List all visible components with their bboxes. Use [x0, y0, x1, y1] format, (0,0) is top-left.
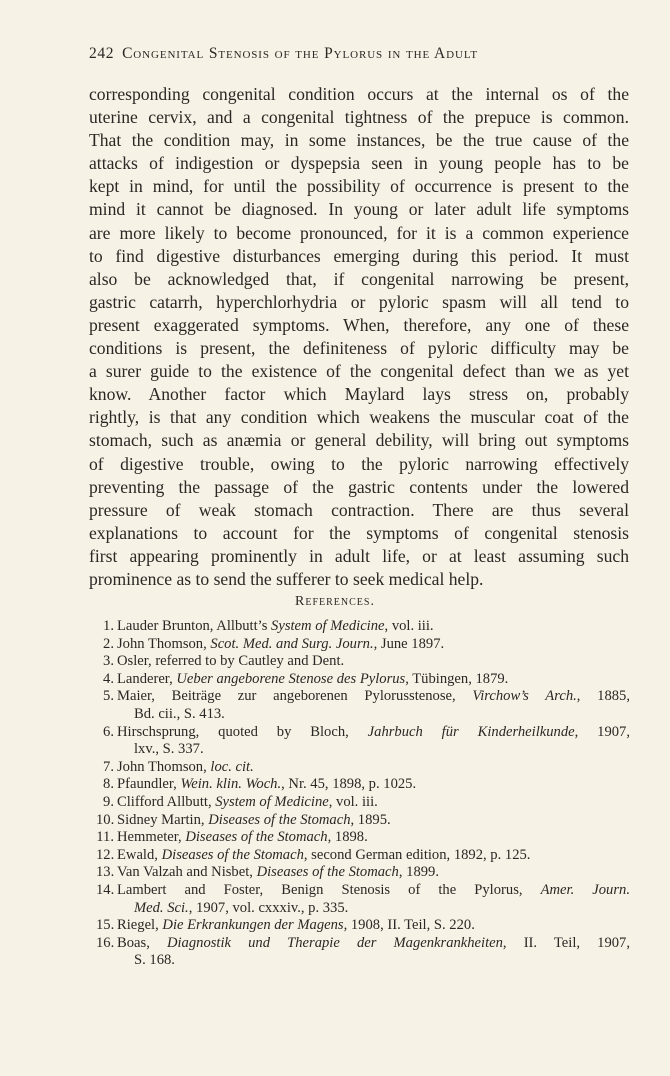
reference-text: , 1899.: [398, 864, 439, 881]
reference-item: [96, 636, 630, 654]
reference-number: 1.: [103, 618, 114, 634]
reference-line: [117, 706, 630, 724]
body-line: also be acknowledged that, if congenital narrowing be present,: [89, 268, 629, 289]
reference-number: 14.: [96, 881, 115, 898]
reference-item: [96, 671, 630, 689]
reference-title: Jahrbuch für Kinderheilkunde: [367, 723, 575, 740]
reference-text: Lauder Brunton, Allbutt’s: [117, 618, 272, 634]
reference-text: Riegel,: [117, 917, 163, 934]
running-title: Congenital Stenosis of the Pylorus in the Adult: [122, 45, 479, 62]
reference-text: , second German edition, 1892, p. 125.: [303, 846, 531, 863]
reference-number: 2.: [103, 635, 114, 652]
running-header: [89, 45, 629, 63]
reference-text: Osler, referred to by Cautley and Dent.: [117, 653, 345, 670]
reference-title: Ueber angeborene Stenose des Pylorus: [176, 670, 406, 687]
reference-line: [117, 653, 630, 671]
reference-text: , Tübingen, 1879.: [405, 670, 509, 687]
reference-title: System of Medicine: [215, 793, 329, 810]
body-line: stomach, such as anæmia or general debility, will bring out symptoms: [89, 430, 629, 451]
reference-line: [117, 759, 630, 777]
reference-title: Med. Sci.: [134, 899, 189, 916]
reference-title: Diagnostik und Therapie der Magenkrankheiten: [166, 934, 503, 951]
references-heading: References.: [295, 594, 375, 609]
reference-text: lxv., S. 337.: [134, 741, 204, 758]
reference-text: , 1895.: [350, 811, 391, 828]
reference-line: [117, 952, 630, 970]
reference-title: System of Medicine: [271, 618, 385, 634]
reference-line: [117, 882, 630, 900]
reference-line: [117, 829, 630, 847]
reference-text: Bd. cii., S. 413.: [134, 705, 225, 722]
reference-text: , 1907,: [574, 723, 630, 740]
reference-text: Hirschsprung, quoted by Bloch,: [117, 723, 368, 740]
body-line: conditions is present, the definiteness of pyloric difficulty may be: [89, 338, 629, 359]
page-number: 242: [89, 45, 115, 62]
reference-number: 10.: [96, 811, 115, 828]
reference-item: [96, 829, 630, 847]
body-line: present exaggerated symptoms. When, therefore, any one of these: [89, 314, 629, 335]
reference-item: [96, 794, 630, 812]
reference-text: Hemmeter,: [117, 829, 186, 846]
reference-line: [117, 741, 630, 759]
reference-line: [117, 812, 630, 830]
reference-text: , vol. iii.: [384, 618, 434, 634]
reference-text: , 1885,: [576, 688, 630, 705]
body-line: to find digestive disturbances emerging during this period. It must: [89, 245, 629, 266]
reference-text: , 1907, vol. cxxxiv., p. 335.: [188, 899, 349, 916]
reference-item: [96, 864, 630, 882]
reference-line: [117, 636, 630, 654]
reference-text: Pfaundler,: [117, 776, 181, 793]
body-line: first appearing prominently in adult life, or at least assuming such: [89, 545, 629, 566]
body-line: mind it cannot be diagnosed. In young or later adult life symptoms: [89, 199, 629, 220]
body-line: attacks of indigestion or dyspepsia seen in young people has to be: [89, 153, 629, 174]
reference-line: [117, 864, 630, 882]
reference-title: Diseases of the Stomach: [185, 829, 328, 846]
reference-text: S. 168.: [134, 952, 175, 969]
reference-title: Scot. Med. and Surg. Journ.: [210, 635, 374, 652]
reference-number: 12.: [96, 846, 115, 863]
reference-text: , 1908, II. Teil, S. 220.: [343, 917, 475, 934]
reference-number: 16.: [96, 934, 115, 951]
reference-text: Boas,: [117, 934, 167, 951]
reference-text: John Thomson,: [117, 635, 211, 652]
reference-text: , Nr. 45, 1898, p. 1025.: [281, 776, 417, 793]
reference-number: 3.: [103, 653, 114, 670]
reference-line: [117, 794, 630, 812]
reference-title: Die Erkrankungen der Magens: [162, 917, 344, 934]
reference-title: Amer. Journ.: [540, 881, 630, 898]
reference-number: 7.: [103, 758, 114, 775]
reference-text: Clifford Allbutt,: [117, 793, 216, 810]
reference-text: Landerer,: [117, 670, 177, 687]
body-line: are more likely to become pronounced, for it is a common experience: [89, 222, 629, 243]
reference-number: 15.: [96, 917, 115, 934]
reference-item: [96, 847, 630, 865]
reference-line: [117, 917, 630, 935]
body-line: preventing the passage of the gastric contents under the lowered: [89, 476, 629, 497]
reference-title: Virchow’s Arch.: [472, 688, 577, 705]
body-line: uterine cervix, and a congenital tightness of the prepuce is common.: [89, 107, 629, 128]
reference-line: [117, 935, 630, 953]
reference-text: John Thomson,: [117, 758, 211, 775]
reference-line: [117, 847, 630, 865]
reference-text: , II. Teil, 1907,: [502, 934, 630, 951]
body-line: kept in mind, for until the possibility of occurrence is present to the: [89, 176, 629, 197]
reference-text: , vol. iii.: [328, 793, 378, 810]
body-line: pressure of weak stomach contraction. There are thus several: [89, 499, 629, 520]
reference-item: [96, 917, 630, 935]
reference-item: [96, 812, 630, 830]
reference-text: Van Valzah and Nisbet,: [117, 864, 257, 881]
reference-title: Diseases of the Stomach: [256, 864, 399, 881]
reference-number: 13.: [96, 864, 115, 881]
reference-line: [117, 776, 630, 794]
reference-item: [96, 882, 630, 917]
body-line: corresponding congenital condition occurs at the internal os of the: [89, 84, 629, 104]
reference-line: [117, 688, 630, 706]
body-text: [89, 83, 629, 591]
reference-line: [117, 900, 630, 918]
reference-item: [96, 759, 630, 777]
body-line: rightly, is that any condition which weakens the muscular coat of the: [89, 407, 629, 428]
reference-line: [117, 671, 630, 689]
reference-number: 8.: [103, 776, 114, 793]
reference-text: , 1898.: [327, 829, 368, 846]
reference-item: [96, 618, 630, 636]
reference-line: [117, 618, 630, 636]
reference-title: Diseases of the Stomach: [208, 811, 351, 828]
reference-number: 11.: [96, 829, 114, 846]
body-line: know. Another factor which Maylard lays stress on, probably: [89, 384, 629, 405]
reference-text: Sidney Martin,: [117, 811, 209, 828]
reference-text: Lambert and Foster, Benign Stenosis of the Pylorus,: [117, 881, 541, 898]
references-list: [96, 618, 630, 970]
body-line: prominence as to send the sufferer to seek medical help.: [89, 568, 484, 589]
reference-line: [117, 724, 630, 742]
reference-item: [96, 724, 630, 759]
reference-number: 9.: [103, 793, 114, 810]
body-line: a surer guide to the existence of the congenital defect than we as yet: [89, 361, 629, 382]
body-line: That the condition may, in some instances, be the true cause of the: [89, 130, 629, 151]
reference-title: Diseases of the Stomach: [161, 846, 304, 863]
reference-number: 4.: [103, 670, 114, 687]
reference-number: 6.: [103, 723, 114, 740]
reference-item: [96, 688, 630, 723]
reference-title: Wein. klin. Woch.: [180, 776, 282, 793]
reference-item: [96, 935, 630, 970]
reference-item: [96, 776, 630, 794]
reference-title: loc. cit.: [210, 758, 254, 775]
reference-number: 5.: [103, 688, 114, 705]
reference-text: , June 1897.: [373, 635, 445, 652]
body-line: of digestive trouble, owing to the pyloric narrowing effectively: [89, 453, 629, 474]
reference-text: Ewald,: [117, 846, 162, 863]
reference-item: [96, 653, 630, 671]
body-line: explanations to account for the symptoms of congenital stenosis: [89, 522, 629, 543]
reference-text: Maier, Beiträge zur angeborenen Pylorusstenose,: [117, 688, 473, 705]
body-line: gastric catarrh, hyperchlorhydria or pyloric spasm will all tend to: [89, 291, 629, 312]
